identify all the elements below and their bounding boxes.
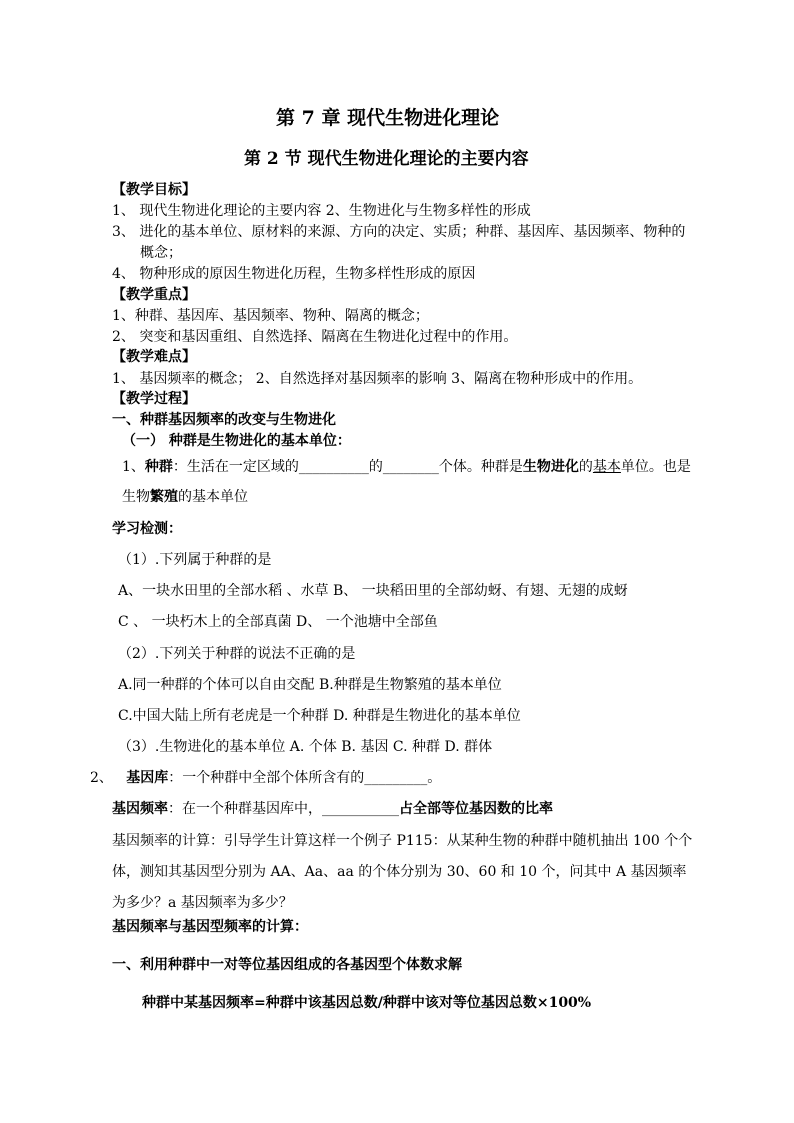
objectives-line-1: 1、 现代生物进化理论的主要内容 2、生物进化与生物多样性的形成 [112, 203, 531, 219]
item1-line2-text-a: 生物 [122, 489, 150, 505]
item1-text-b: 的 [368, 459, 383, 475]
question-2-options-ab: A.同一种群的个体可以自由交配 B.种群是生物繁殖的基本单位 [118, 677, 502, 693]
gene-frequency-text-b: 占全部等位基因数的比率 [399, 801, 553, 817]
calc-title: 基因频率与基因型频率的计算： [112, 919, 308, 935]
item1-text-d: 的 [578, 459, 593, 475]
item2-number: 2、 [90, 770, 113, 786]
question-3: （3）.生物进化的基本单位 A. 个体 B. 基因 C. 种群 D. 群体 [118, 739, 493, 755]
item2-text: ：一个种群中全部个体所含有的 [168, 770, 365, 786]
question-1-options-cd: C 、 一块朽木上的全部真菌 D、 一个池塘中全部鱼 [118, 614, 438, 630]
item2-blank: _________ [364, 770, 428, 786]
item1-line2-bold: 繁殖 [150, 489, 178, 505]
objectives-line-2: 3、 进化的基本单位、原材料的来源、方向的决定、实质；种群、基因库、基因频率、物种的 [112, 224, 686, 240]
question-1: （1）.下列属于种群的是 [118, 552, 272, 568]
item1-blank-1: __________ [298, 459, 369, 475]
chapter-title: 第 7 章 现代生物进化理论 [276, 107, 500, 129]
item1-term: 种群 [144, 459, 173, 475]
item1-line2-text-b: 的基本单位 [178, 489, 248, 505]
process-heading: 【教学过程】 [112, 391, 196, 407]
objectives-line-3: 4、 物种形成的原因生物进化历程，生物多样性形成的原因 [112, 266, 476, 282]
item1-text-e: 单位。也是 [620, 459, 691, 475]
difficulties-line-1: 1、 基因频率的概念； 2、自然选择对基因频率的影响 3、隔离在物种形成中的作用。 [112, 371, 643, 387]
item1-definition-line-2 [122, 488, 248, 506]
gene-frequency-blank: ___________ [322, 801, 399, 817]
item1-text-a: ：生活在一定区域的 [172, 459, 299, 475]
item1-blank-2: ________ [382, 459, 439, 475]
calc-example-line-2: 体，测知其基因型分别为 AA、Aa、aa 的个体分别为 30、60 和 10 个，问其中 A 基因频率 [112, 864, 687, 880]
question-1-options-ab: A、一块水田里的全部水稻 、水草 B、 一块稻田里的全部幼蚜、有翅、无翅的成蚜 [118, 583, 628, 599]
difficulties-heading: 【教学难点】 [112, 349, 196, 365]
key-points-line-2: 2、 突变和基因重组、自然选择、隔离在生物进化过程中的作用。 [112, 329, 518, 345]
part1-title: 一、种群基因频率的改变与生物进化 [112, 412, 336, 428]
calc-example-line-3: 为多少？a 基因频率为多少？ [112, 895, 293, 911]
gene-frequency-definition [112, 800, 553, 818]
item1-definition [122, 458, 691, 476]
section-title: 第 2 节 现代生物进化理论的主要内容 [244, 149, 529, 169]
check-title: 学习检测： [112, 521, 182, 537]
gene-frequency-formula: 种群中某基因频率=种群中该基因总数/种群中该对等位基因总数×100% [142, 995, 592, 1011]
gene-frequency-text-a: ：在一个种群基因库中， [168, 801, 322, 817]
item1-underlined-term: 基本 [592, 459, 621, 475]
objectives-line-2b: 概念； [140, 245, 182, 261]
item1-prefix: 1、 [122, 459, 145, 475]
sub1-title: （一） 种群是生物进化的基本单位： [122, 433, 351, 449]
item1-text-c: 个体。种群是 [438, 459, 523, 475]
calc-example-line-1: 基因频率的计算：引导学生计算这样一个例子 P115：从某种生物的种群中随机抽出 100 个个 [112, 833, 693, 849]
question-2-options-cd: C.中国大陆上所有老虎是一个种群 D. 种群是生物进化的基本单位 [118, 708, 521, 724]
key-points-heading: 【教学重点】 [112, 287, 196, 303]
item2-gene-pool [90, 769, 441, 787]
gene-frequency-term: 基因频率 [112, 801, 168, 817]
item2-term: 基因库 [126, 770, 169, 786]
item2-end: 。 [427, 770, 442, 786]
item1-bold-term: 生物进化 [522, 459, 579, 475]
method-1-title: 一、利用种群中一对等位基因组成的各基因型个体数求解 [112, 957, 462, 973]
question-2: （2）.下列关于种群的说法不正确的是 [118, 646, 356, 662]
key-points-line-1: 1、种群、基因库、基因频率、物种、隔离的概念； [112, 308, 429, 324]
objectives-heading: 【教学目标】 [112, 182, 196, 198]
